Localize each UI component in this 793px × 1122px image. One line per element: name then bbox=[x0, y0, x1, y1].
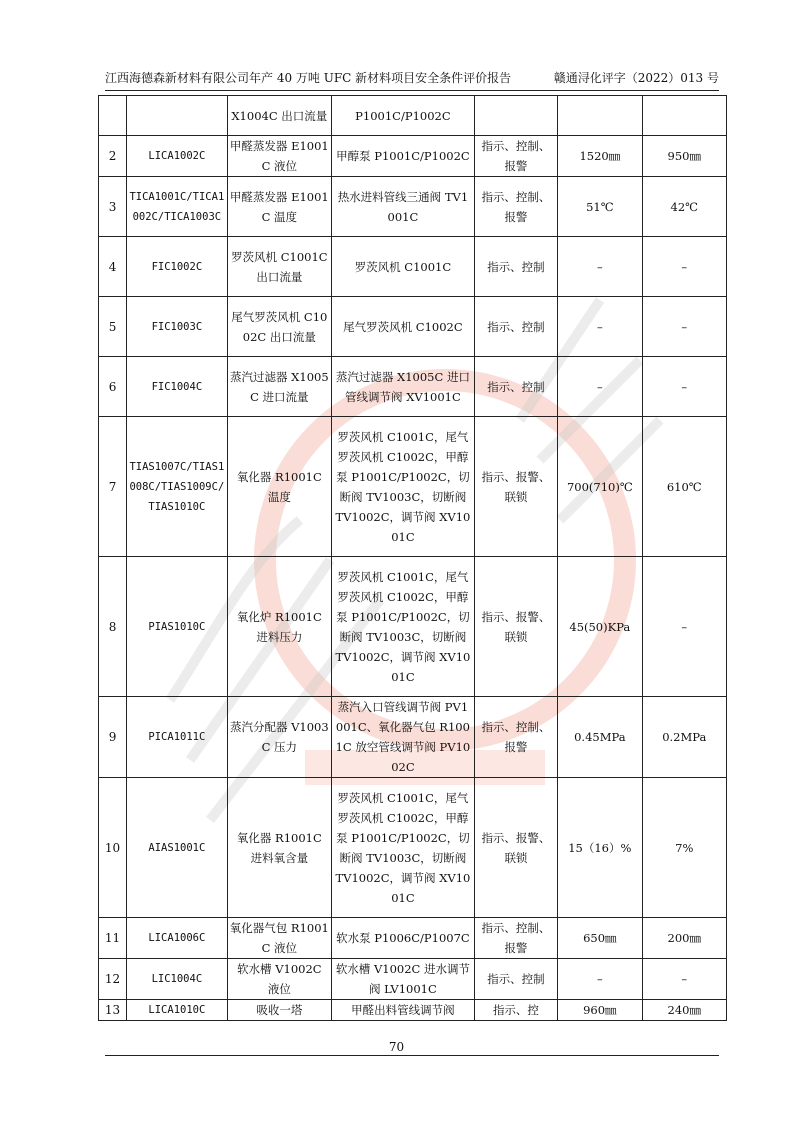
page-number: 70 bbox=[388, 1040, 405, 1054]
row-number: 4 bbox=[99, 237, 127, 297]
measured-point: 吸收一塔 bbox=[227, 1000, 331, 1021]
low-alarm-value: 610℃ bbox=[642, 417, 726, 557]
measured-point: 罗茨风机 C1001C 出口流量 bbox=[227, 237, 331, 297]
high-alarm-value: 45(50)KPa bbox=[558, 557, 642, 697]
instrument-tag: PIAS1010C bbox=[127, 557, 227, 697]
function: 指示、控制 bbox=[474, 357, 557, 417]
measured-point: 软水槽 V1002C 液位 bbox=[227, 959, 331, 1000]
high-alarm-value: 700(710)℃ bbox=[558, 417, 642, 557]
measured-point: 尾气罗茨风机 C1002C 出口流量 bbox=[227, 297, 331, 357]
function: 指示、控制、报警 bbox=[474, 697, 557, 778]
high-alarm-value: 51℃ bbox=[558, 177, 642, 237]
low-alarm-value: 7% bbox=[642, 778, 726, 918]
instrument-tag: LICA1002C bbox=[127, 136, 227, 177]
controlled-device: 蒸汽过滤器 X1005C 进口管线调节阀 XV1001C bbox=[332, 357, 475, 417]
report-title: 江西海德森新材料有限公司年产 40 万吨 UFC 新材料项目安全条件评价报告 bbox=[105, 71, 512, 85]
row-number: 9 bbox=[99, 697, 127, 778]
row-number: 2 bbox=[99, 136, 127, 177]
table-row bbox=[99, 557, 727, 697]
row-number: 7 bbox=[99, 417, 127, 557]
page-header bbox=[105, 70, 719, 91]
measured-point: 氧化器 R1001C 温度 bbox=[227, 417, 331, 557]
footer-divider bbox=[105, 1055, 719, 1056]
instrument-tag bbox=[127, 96, 227, 136]
function: 指示、控制、报警 bbox=[474, 177, 557, 237]
high-alarm-value: 1520㎜ bbox=[558, 136, 642, 177]
function: 指示、控制 bbox=[474, 237, 557, 297]
function: 指示、控制、报警 bbox=[474, 136, 557, 177]
table-row bbox=[99, 177, 727, 237]
controlled-device: 尾气罗茨风机 C1002C bbox=[332, 297, 475, 357]
high-alarm-value: 650㎜ bbox=[558, 918, 642, 959]
low-alarm-value: 950㎜ bbox=[642, 136, 726, 177]
table-row bbox=[99, 357, 727, 417]
controlled-device: 罗茨风机 C1001C，尾气罗茨风机 C1002C，甲醇泵 P1001C/P1002C，切断阀 TV1003C，切断阀 TV1002C，调节阀 XV1001C bbox=[332, 417, 475, 557]
row-number: 11 bbox=[99, 918, 127, 959]
row-number: 10 bbox=[99, 778, 127, 918]
high-alarm-value: 960㎜ bbox=[558, 1000, 642, 1021]
low-alarm-value: 42℃ bbox=[642, 177, 726, 237]
table-row bbox=[99, 697, 727, 778]
controlled-device: 热水进料管线三通阀 TV1001C bbox=[332, 177, 475, 237]
instrument-tag: FIC1003C bbox=[127, 297, 227, 357]
instrument-tag: TIAS1007C/TIAS1008C/TIAS1009C/TIAS1010C bbox=[127, 417, 227, 557]
instrument-tag: TICA1001C/TICA1002C/TICA1003C bbox=[127, 177, 227, 237]
measured-point: 氧化器 R1001C 进料氧含量 bbox=[227, 778, 331, 918]
low-alarm-value bbox=[642, 96, 726, 136]
instrument-tag: LICA1006C bbox=[127, 918, 227, 959]
instrument-tag: LICA1010C bbox=[127, 1000, 227, 1021]
controlled-device: 软水泵 P1006C/P1007C bbox=[332, 918, 475, 959]
high-alarm-value: 15（16）% bbox=[558, 778, 642, 918]
low-alarm-value: – bbox=[642, 237, 726, 297]
table-row bbox=[99, 778, 727, 918]
controlled-device: 甲醛出料管线调节阀 bbox=[332, 1000, 475, 1021]
row-number: 6 bbox=[99, 357, 127, 417]
instrument-tag: PICA1011C bbox=[127, 697, 227, 778]
table-row bbox=[99, 1000, 727, 1021]
measured-point: 蒸汽分配器 V1003C 压力 bbox=[227, 697, 331, 778]
function: 指示、报警、联锁 bbox=[474, 778, 557, 918]
row-number bbox=[99, 96, 127, 136]
controlled-device: 软水槽 V1002C 进水调节阀 LV1001C bbox=[332, 959, 475, 1000]
row-number: 3 bbox=[99, 177, 127, 237]
low-alarm-value: 200㎜ bbox=[642, 918, 726, 959]
row-number: 8 bbox=[99, 557, 127, 697]
low-alarm-value: – bbox=[642, 557, 726, 697]
high-alarm-value: – bbox=[558, 959, 642, 1000]
high-alarm-value bbox=[558, 96, 642, 136]
high-alarm-value: – bbox=[558, 357, 642, 417]
table-body bbox=[99, 96, 727, 1021]
controlled-device: 罗茨风机 C1001C，尾气罗茨风机 C1002C，甲醇泵 P1001C/P1002C，切断阀 TV1003C，切断阀 TV1002C，调节阀 XV1001C bbox=[332, 778, 475, 918]
high-alarm-value: – bbox=[558, 297, 642, 357]
table-row bbox=[99, 136, 727, 177]
function bbox=[474, 96, 557, 136]
function: 指示、控制 bbox=[474, 297, 557, 357]
measured-point: 甲醛蒸发器 E1001C 液位 bbox=[227, 136, 331, 177]
function: 指示、控 bbox=[474, 1000, 557, 1021]
high-alarm-value: 0.45MPa bbox=[558, 697, 642, 778]
row-number: 13 bbox=[99, 1000, 127, 1021]
function: 指示、报警、联锁 bbox=[474, 557, 557, 697]
report-number: 赣通浔化评字（2022）013 号 bbox=[553, 71, 719, 85]
low-alarm-value: – bbox=[642, 357, 726, 417]
table-row bbox=[99, 918, 727, 959]
function: 指示、报警、联锁 bbox=[474, 417, 557, 557]
function: 指示、控制 bbox=[474, 959, 557, 1000]
table-row bbox=[99, 237, 727, 297]
low-alarm-value: – bbox=[642, 959, 726, 1000]
low-alarm-value: 0.2MPa bbox=[642, 697, 726, 778]
controlled-device: 甲醇泵 P1001C/P1002C bbox=[332, 136, 475, 177]
controlled-device: P1001C/P1002C bbox=[332, 96, 475, 136]
table-row bbox=[99, 417, 727, 557]
measured-point: 蒸汽过滤器 X1005C 进口流量 bbox=[227, 357, 331, 417]
row-number: 5 bbox=[99, 297, 127, 357]
control-system-table bbox=[98, 95, 727, 1021]
row-number: 12 bbox=[99, 959, 127, 1000]
measured-point: 氧化器气包 R1001C 液位 bbox=[227, 918, 331, 959]
low-alarm-value: – bbox=[642, 297, 726, 357]
low-alarm-value: 240㎜ bbox=[642, 1000, 726, 1021]
controlled-device: 罗茨风机 C1001C bbox=[332, 237, 475, 297]
table-row bbox=[99, 959, 727, 1000]
instrument-tag: LIC1004C bbox=[127, 959, 227, 1000]
instrument-tag: AIAS1001C bbox=[127, 778, 227, 918]
table-row bbox=[99, 96, 727, 136]
instrument-tag: FIC1002C bbox=[127, 237, 227, 297]
table-row bbox=[99, 297, 727, 357]
controlled-device: 罗茨风机 C1001C，尾气罗茨风机 C1002C，甲醇泵 P1001C/P1002C，切断阀 TV1003C，切断阀 TV1002C，调节阀 XV1001C bbox=[332, 557, 475, 697]
instrument-tag: FIC1004C bbox=[127, 357, 227, 417]
measured-point: 氧化炉 R1001C 进料压力 bbox=[227, 557, 331, 697]
function: 指示、控制、报警 bbox=[474, 918, 557, 959]
controlled-device: 蒸汽入口管线调节阀 PV1001C、氧化器气包 R1001C 放空管线调节阀 PV1002C bbox=[332, 697, 475, 778]
measured-point: 甲醛蒸发器 E1001C 温度 bbox=[227, 177, 331, 237]
measured-point: X1004C 出口流量 bbox=[227, 96, 331, 136]
high-alarm-value: – bbox=[558, 237, 642, 297]
